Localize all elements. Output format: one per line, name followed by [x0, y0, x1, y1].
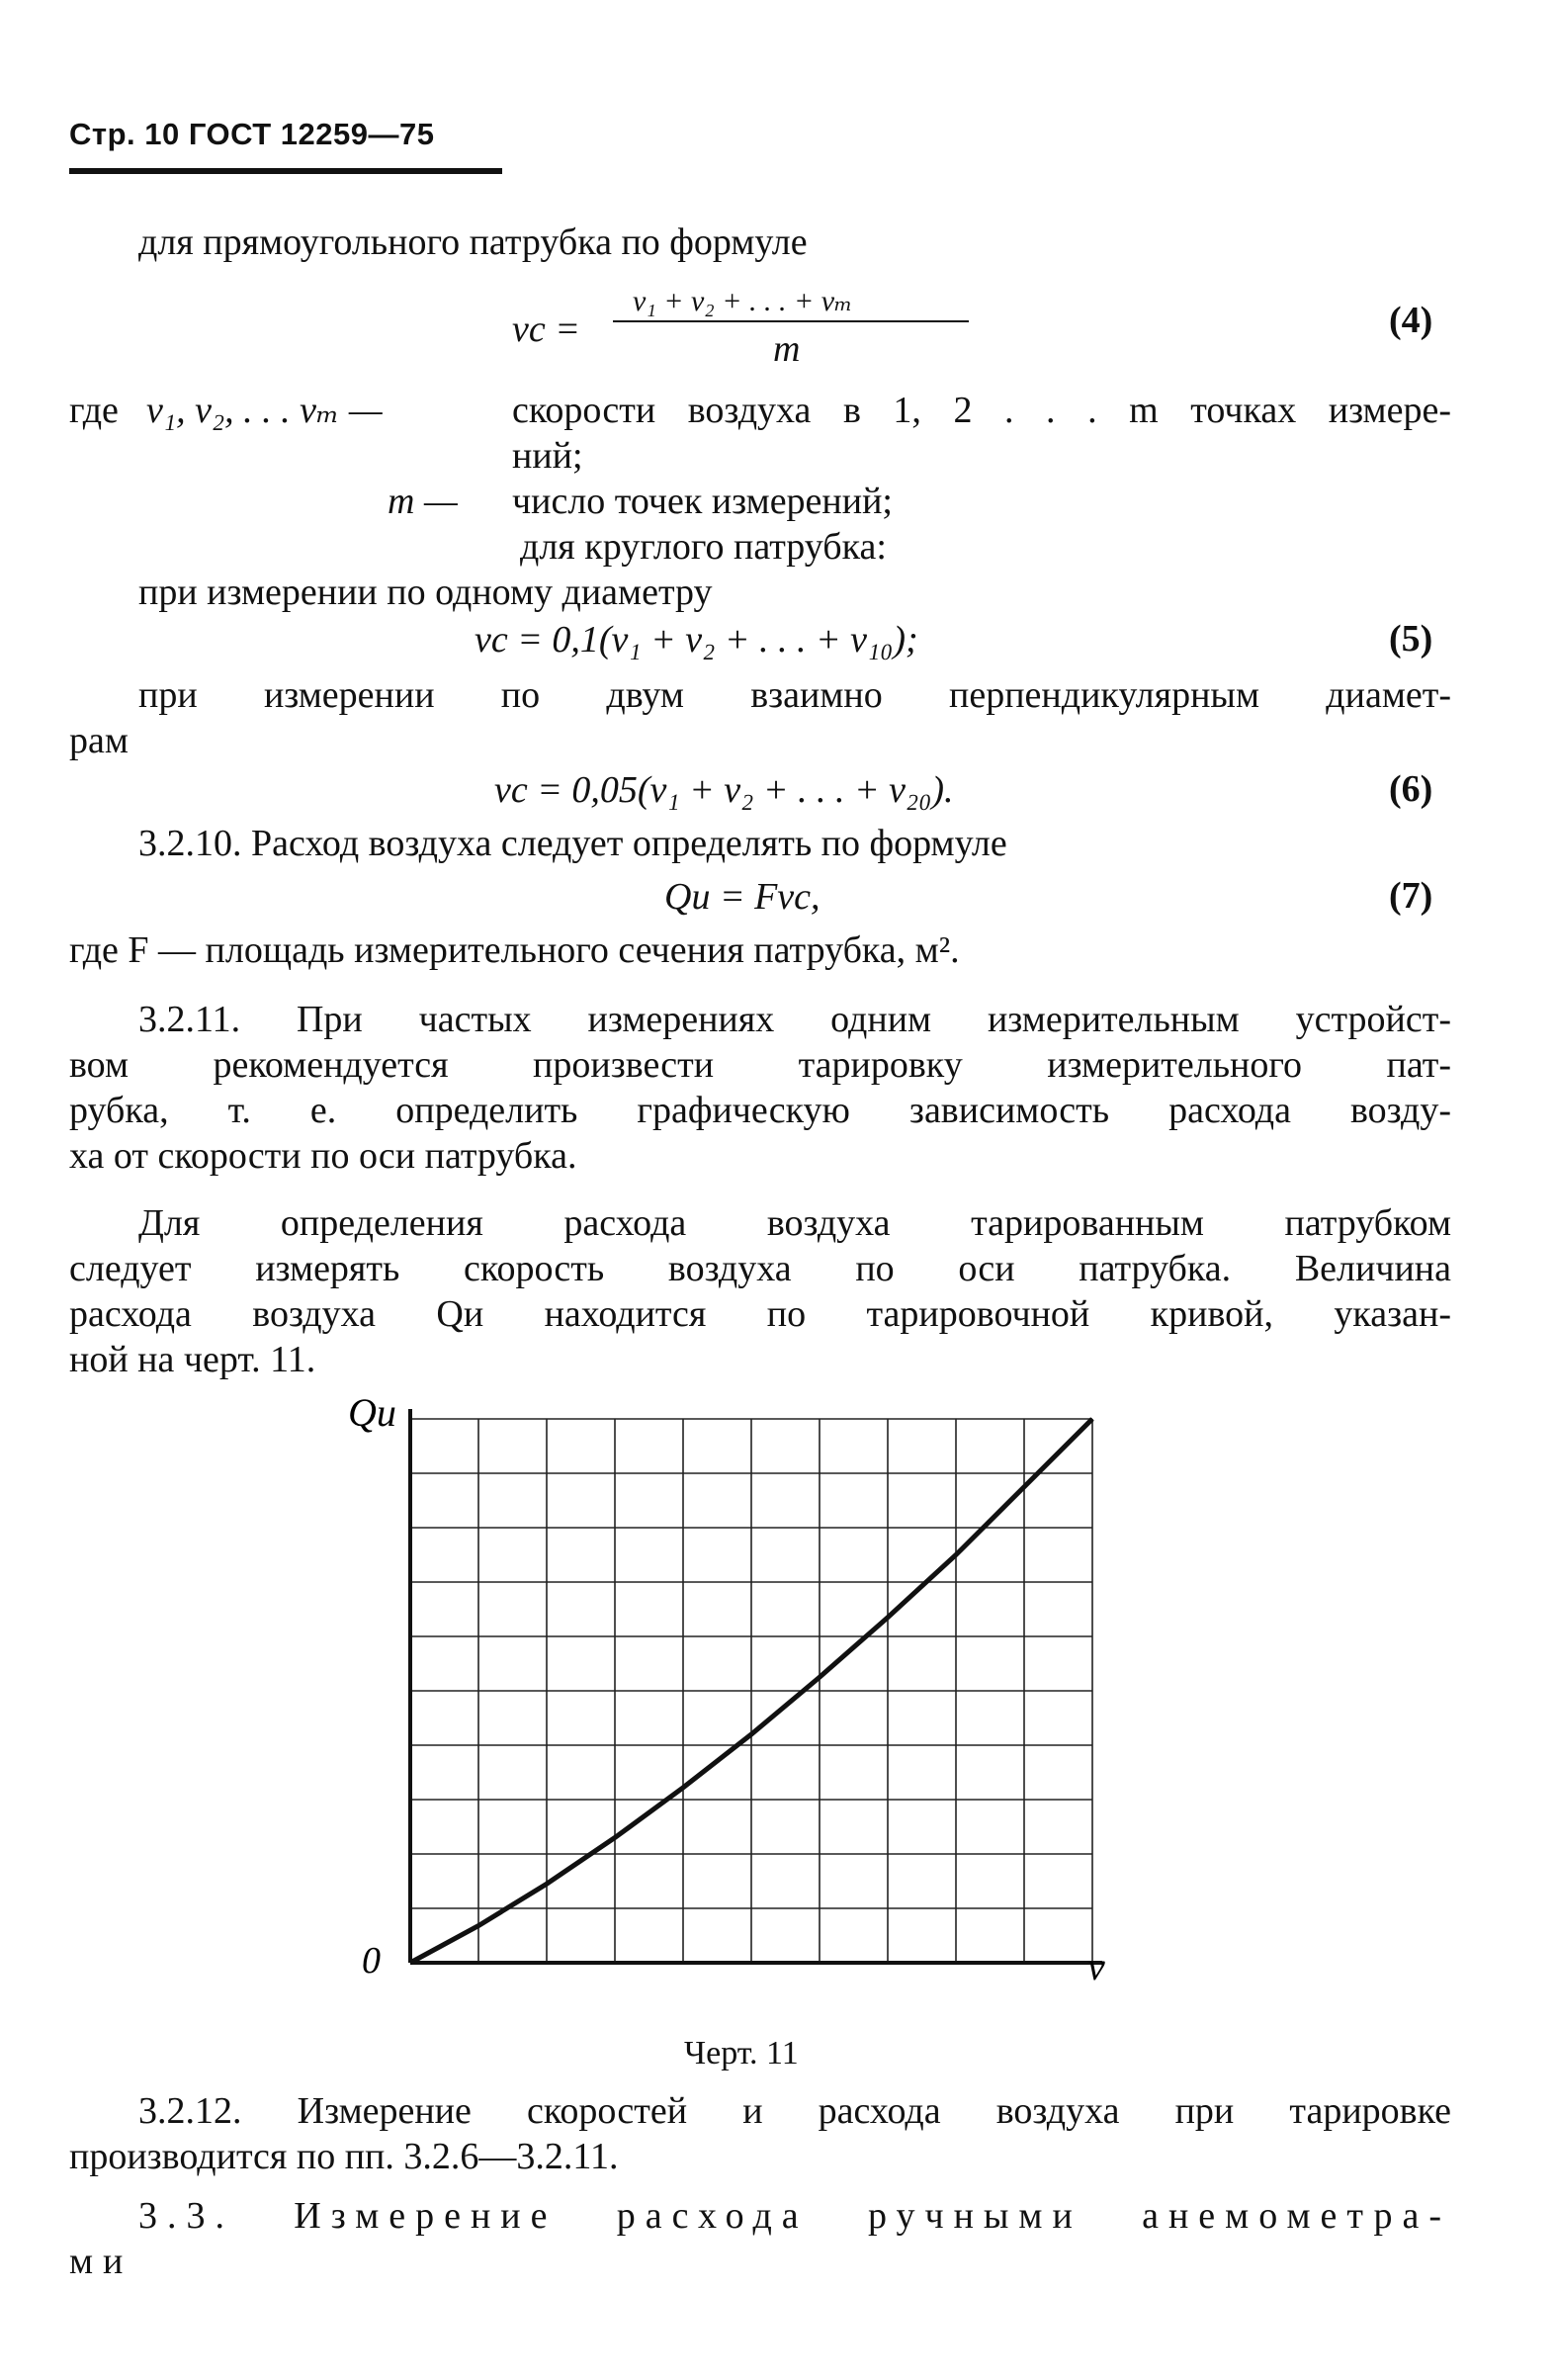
formula-5-number: (5)	[1389, 618, 1433, 660]
where-velocities: v₁, v₂, . . . vₘ —	[146, 390, 383, 431]
formula-4-lhs: vc =	[512, 309, 580, 350]
where-velocities-text-cont: ний;	[512, 435, 583, 477]
formula-7: Qи = Fvc,	[664, 876, 821, 918]
where-m: m —	[388, 481, 458, 522]
para-3-2-12-line-2: производится по пп. 3.2.6—3.2.11.	[69, 2136, 619, 2177]
header-rule	[69, 168, 502, 174]
one-diameter-line: при измерении по одному диаметру	[138, 572, 713, 613]
section-3-3-title-cont: ми	[69, 2241, 133, 2282]
chart-axes	[410, 1409, 1102, 1963]
calibration-chart	[336, 1374, 1166, 2067]
para-3-2-11-line-3: рубка, т. е. определить графическую зависимость расхода возду-	[69, 1090, 1451, 1131]
para-3-2-12-line-1: 3.2.12. Измерение скоростей и расхода воздуха при тарировке	[138, 2090, 1451, 2132]
x-axis-label: v	[1087, 1944, 1105, 1988]
formula-6: vc = 0,05(v₁ + v₂ + . . . + v₂₀).	[494, 769, 954, 811]
chart-grid	[410, 1419, 1092, 1963]
formula-4-denominator: m	[773, 328, 801, 370]
calibration-line-2: следует измерять скорость воздуха по оси патрубка. Величина	[69, 1248, 1451, 1289]
formula-7-number: (7)	[1389, 875, 1433, 917]
round-intro: для круглого патрубка:	[520, 526, 887, 568]
page-header: Стр. 10 ГОСТ 12259—75	[69, 117, 435, 151]
where-prefix: где	[69, 390, 119, 431]
y-axis-label: Qu	[348, 1390, 396, 1435]
para-3-2-11-line-1: 3.2.11. При частых измерениях одним измерительным устройст-	[138, 999, 1451, 1040]
where-m-text: число точек измерений;	[512, 481, 893, 522]
formula-4-number: (4)	[1389, 300, 1433, 341]
two-diameters-line: при измерении по двум взаимно перпендикулярным диамет-	[138, 674, 1451, 716]
where-velocities-text: скорости воздуха в 1, 2 . . . m точках измере-	[512, 390, 1451, 431]
origin-label: 0	[362, 1940, 381, 1982]
formula-6-number: (6)	[1389, 768, 1433, 810]
formula-4-fraction-bar	[613, 320, 969, 322]
formula-5: vc = 0,1(v₁ + v₂ + . . . + v₁₀);	[475, 619, 918, 661]
section-3-3-title: 3.3. Измерение расхода ручными анемометра-	[138, 2195, 1451, 2237]
two-diameters-line-cont: рам	[69, 720, 129, 761]
calibration-line-4: ной на черт. 11.	[69, 1339, 316, 1380]
calibration-line-3: расхода воздуха Qи находится по тарировочной кривой, указан-	[69, 1293, 1451, 1335]
figure-caption: Черт. 11	[684, 2035, 799, 2071]
intro-rect-line: для прямоугольного патрубка по формуле	[138, 221, 808, 263]
para-3-2-11-line-4: ха от скорости по оси патрубка.	[69, 1135, 577, 1177]
para-3-2-10: 3.2.10. Расход воздуха следует определять по формуле	[138, 823, 1007, 864]
where-F-line: где F — площадь измерительного сечения патрубка, м².	[69, 929, 960, 971]
calibration-line-1: Для определения расхода воздуха тарированным патрубком	[138, 1202, 1451, 1244]
para-3-2-11-line-2: вом рекомендуется произвести тарировку измерительного пат-	[69, 1044, 1451, 1086]
formula-4-numerator: v₁ + v₂ + . . . + vₘ	[633, 285, 853, 317]
